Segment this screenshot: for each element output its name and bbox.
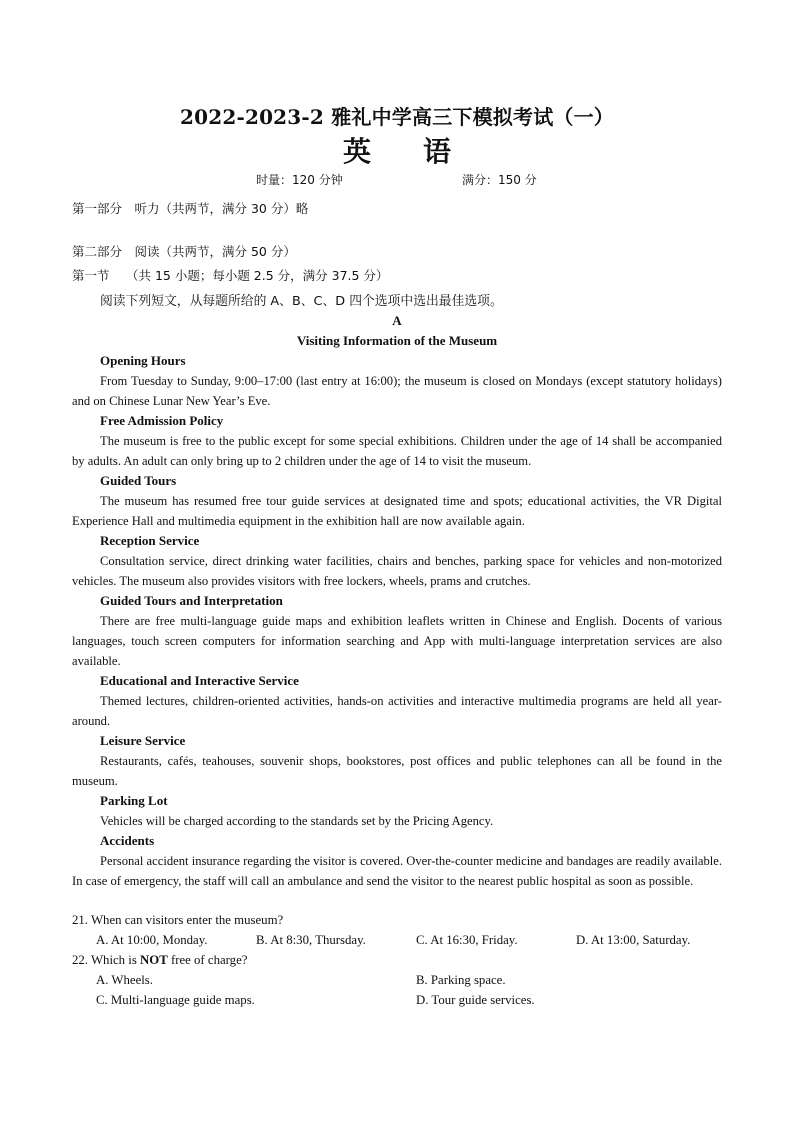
- q22-stem-emphasis: NOT: [140, 953, 168, 967]
- q22-option-a[interactable]: A. Wheels.: [96, 973, 153, 987]
- q22-stem-suffix: free of charge?: [167, 953, 248, 967]
- exam-title: 2022-2023-2 雅礼中学高三下模拟考试（一）: [179, 105, 614, 129]
- text-reception: Consultation service, direct drinking water facilities, chairs and benches, parking space for vehicles and non-motorized vehicles. The museum also provides visitors with free lockers, wheels, prams and crutches.: [72, 554, 722, 588]
- text-leisure: Restaurants, cafés, teahouses, souvenir shops, bookstores, post offices and public telephones can all be found in the museum.: [72, 754, 722, 788]
- text-educational: Themed lectures, children-oriented activities, hands-on activities and interactive multimedia programs are held all year-around.: [72, 694, 722, 728]
- part-one: 第一部分 听力（共两节，满分 30 分）略: [72, 201, 309, 216]
- passage-letter: A: [392, 313, 402, 328]
- subject-char-1: 英: [342, 135, 371, 168]
- heading-admission: Free Admission Policy: [100, 413, 224, 428]
- heading-guided-tours: Guided Tours: [100, 473, 177, 488]
- subject-title: [0, 130, 794, 170]
- q22-option-d[interactable]: D. Tour guide services.: [416, 993, 535, 1007]
- q21-option-a[interactable]: A. At 10:00, Monday.: [96, 933, 208, 947]
- heading-interpretation: Guided Tours and Interpretation: [100, 593, 283, 608]
- heading-leisure: Leisure Service: [100, 733, 186, 748]
- instruction: 阅读下列短文，从每题所给的 A、B、C、D 四个选项中选出最佳选项。: [100, 294, 503, 309]
- q21-option-d[interactable]: D. At 13:00, Saturday.: [576, 933, 691, 947]
- passage-title: Visiting Information of the Museum: [296, 333, 498, 348]
- text-admission: The museum is free to the public except for some special exhibitions. Children under the age of 14 shall be accompanied by adults. An adult can only bring up to 2 children under the age of 14 to visit the museum.: [72, 434, 722, 468]
- text-accidents: Personal accident insurance regarding the visitor is covered. Over-the-counter medicine and bandages are readily available. In case of emergency, the staff will call an ambulance and send the visitor to the nearest public hospital as soon as possible.: [72, 854, 722, 888]
- heading-reception: Reception Service: [100, 533, 200, 548]
- q21-option-b[interactable]: B. At 8:30, Thursday.: [256, 933, 366, 947]
- heading-opening-hours: Opening Hours: [100, 353, 186, 368]
- heading-parking: Parking Lot: [100, 793, 168, 808]
- subject-char-2: 语: [423, 135, 452, 168]
- q21-option-c[interactable]: C. At 16:30, Friday.: [416, 933, 518, 947]
- heading-accidents: Accidents: [100, 833, 155, 848]
- text-parking: Vehicles will be charged according to the standards set by the Pricing Agency.: [100, 814, 494, 828]
- time-limit: 时量：120 分钟: [256, 173, 343, 187]
- heading-educational: Educational and Interactive Service: [100, 673, 299, 688]
- question-22-stem: [72, 953, 247, 968]
- part-two: 第二部分 阅读（共两节，满分 50 分）: [72, 244, 296, 259]
- q22-option-b[interactable]: B. Parking space.: [416, 973, 506, 987]
- q22-stem-prefix: 22. Which is: [72, 953, 141, 967]
- section-one: 第一节 （共 15 小题；每小题 2.5 分，满分 37.5 分）: [72, 268, 389, 283]
- text-opening-hours: From Tuesday to Sunday, 9:00–17:00 (last entry at 16:00); the museum is closed on Mondays (except statutory holidays) and on Chinese Lunar New Year’s Eve.: [72, 374, 722, 408]
- full-score: 满分：150 分: [462, 173, 537, 187]
- text-interpretation: There are free multi-language guide maps and exhibition leaflets written in Chinese and English. Docents of various languages, touch screen computers for information searching and App with multi-language interpretation services are also available.: [72, 614, 722, 668]
- question-21-stem: 21. When can visitors enter the museum?: [72, 913, 284, 927]
- text-guided-tours: The museum has resumed free tour guide services at designated time and spots; educational activities, the VR Digital Experience Hall and multimedia equipment in the exhibition hall are now available again.: [72, 494, 722, 528]
- q22-option-c[interactable]: C. Multi-language guide maps.: [96, 993, 255, 1007]
